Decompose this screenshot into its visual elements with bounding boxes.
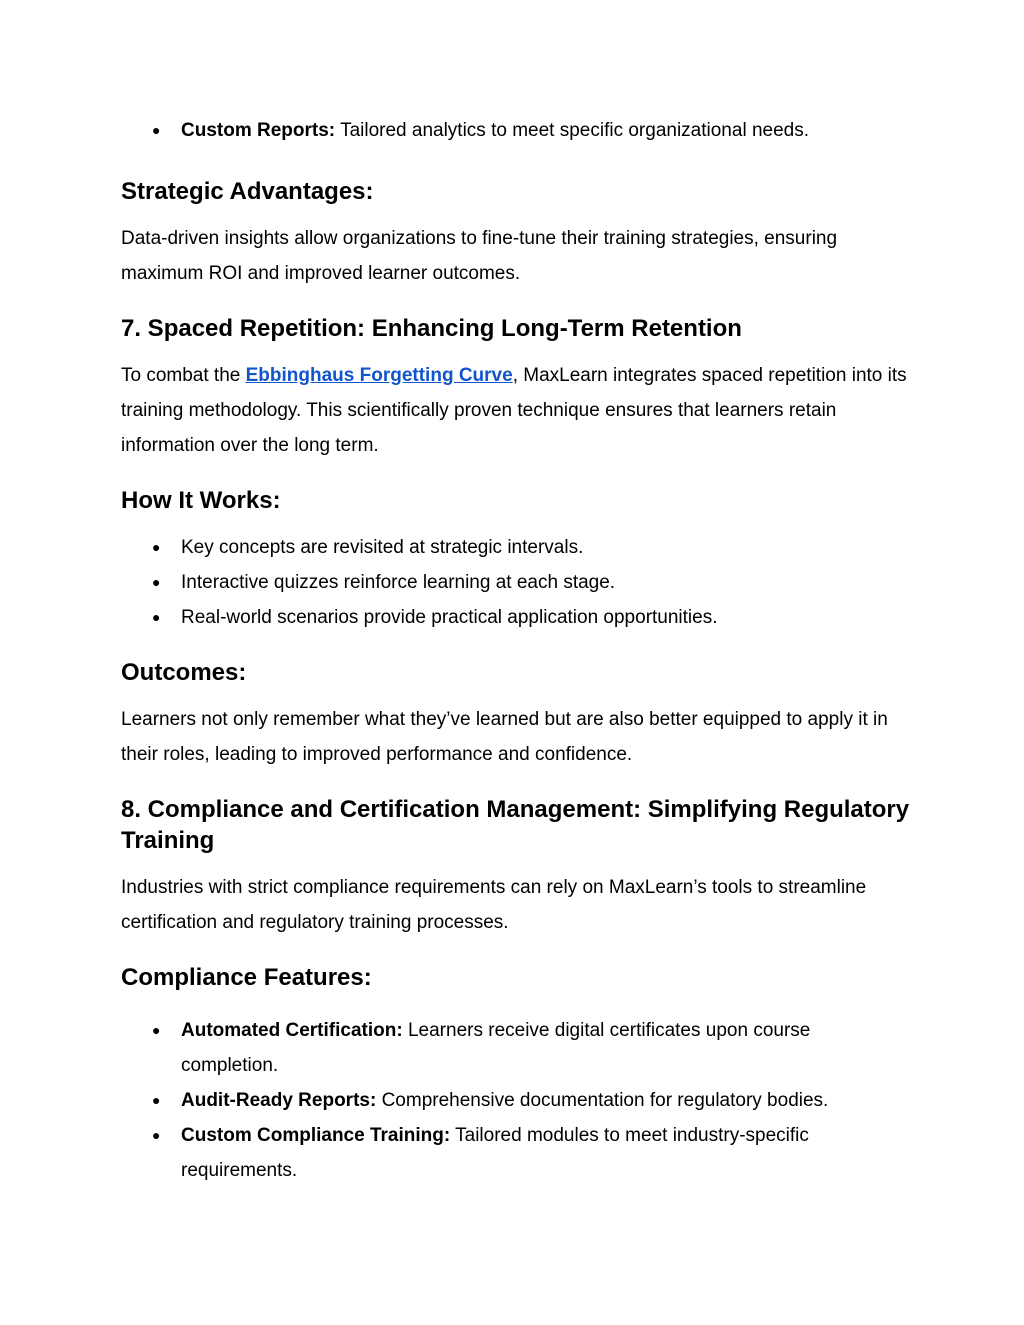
outcomes-paragraph: Learners not only remember what they’ve learned but are also better equipped to apply it in their roles, leading to improved performance and confidence. — [121, 709, 888, 765]
section-7-heading: 7. Spaced Repetition: Enhancing Long-Term Retention — [121, 315, 742, 342]
document-content — [121, 113, 911, 1188]
list-item-text: Tailored analytics to meet specific organizational needs. — [340, 120, 809, 141]
list-item — [121, 530, 911, 565]
list-item-text: Tailored modules to meet industry-specific requirements. — [181, 1125, 809, 1181]
compliance-features-heading: Compliance Features: — [121, 964, 372, 991]
list-item-term: Audit-Ready Reports: — [181, 1090, 377, 1111]
bullet-icon: ● — [152, 539, 161, 555]
list-item — [121, 1118, 911, 1188]
bullet-icon: ● — [152, 122, 161, 138]
bullet-icon: ● — [152, 1127, 161, 1143]
list-item — [121, 565, 911, 600]
list-item-text: Key concepts are revisited at strategic intervals. — [181, 537, 584, 558]
section-7-paragraph — [121, 358, 911, 463]
section-7-text-after-link: , MaxLearn integrates spaced repetition into its training methodology. This scientifically proven technique ensures that learners retain information over the long term. — [121, 365, 907, 456]
list-item — [121, 113, 911, 148]
list-item — [121, 1013, 911, 1083]
list-item-term: Custom Compliance Training: — [181, 1125, 451, 1146]
bullet-icon: ● — [152, 609, 161, 625]
strategic-advantages-paragraph: Data-driven insights allow organizations to fine-tune their training strategies, ensuring maximum ROI and improved learner outcomes. — [121, 228, 838, 284]
ebbinghaus-forgetting-curve-link[interactable]: Ebbinghaus Forgetting Curve — [245, 365, 513, 386]
section-7-text-before-link: To combat the — [121, 365, 246, 386]
strategic-advantages-heading: Strategic Advantages: — [121, 178, 374, 205]
compliance-features-list — [121, 1013, 911, 1188]
outcomes-heading: Outcomes: — [121, 659, 247, 686]
list-item-term: Automated Certification: — [181, 1020, 403, 1041]
list-item-text: Real-world scenarios provide practical application opportunities. — [181, 607, 718, 628]
bullet-icon: ● — [152, 1022, 161, 1038]
list-item-text: Interactive quizzes reinforce learning at each stage. — [181, 572, 616, 593]
list-item — [121, 1083, 911, 1118]
section-8-heading: 8. Compliance and Certification Management: Simplifying Regulatory Training — [121, 796, 910, 854]
list-item-term: Custom Reports: — [181, 120, 336, 141]
section-8-paragraph: Industries with strict compliance requirements can rely on MaxLearn’s tools to streamline certification and regulatory training processes. — [121, 877, 867, 933]
how-it-works-list — [121, 530, 911, 635]
list-item-text: Learners receive digital certificates upon course completion. — [181, 1020, 811, 1076]
list-item — [121, 600, 911, 635]
bullet-icon: ● — [152, 574, 161, 590]
intro-list — [121, 113, 911, 148]
list-item-text: Comprehensive documentation for regulatory bodies. — [381, 1090, 829, 1111]
bullet-icon: ● — [152, 1092, 161, 1108]
how-it-works-heading: How It Works: — [121, 487, 281, 514]
